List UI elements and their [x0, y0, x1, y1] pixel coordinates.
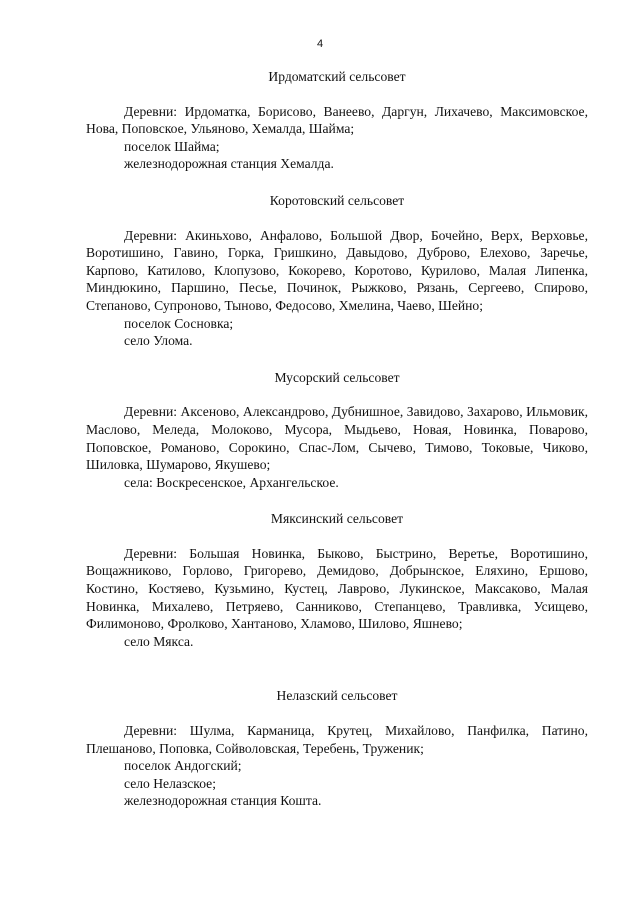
settlement-line: села: Воскресенское, Архангельское.	[124, 474, 339, 490]
section-title: Коротовский сельсовет	[269, 192, 405, 208]
document-body	[86, 68, 588, 829]
section-musorsky	[86, 369, 588, 492]
villages-list: Деревни: Аксеново, Александрово, Дубнишное, Завидово, Захарово, Ильмовик, Маслово, Меледа, Молоково, Мусора, Мыдьево, Новая, Новинка, Поварово, Поповское, Романово, Сорокино, Спас-Лом, Сычево, Тимово, Токовые, Чиково, Шиловка, Шумарово, Якушево;	[86, 404, 588, 473]
villages-list: Деревни: Акиньхово, Анфалово, Большой Двор, Бочейно, Верх, Верховье, Воротишино, Гавино, Горка, Гришкино, Давыдово, Дуброво, Елехово, Заречье, Карпово, Катилово, Клопузово, Кокорево, Коротово, Курилово, Малая Липенка, Миндюкино, Паршино, Песье, Починок, Рыжково, Рязань, Сергеево, Спирово, Степаново, Супроново, Тыново, Федосово, Хмелина, Чаево, Шейно;	[86, 227, 588, 313]
settlement-line: поселок Сосновка;	[124, 315, 234, 331]
section-korotovsky	[86, 192, 588, 350]
section-nelazsky	[86, 687, 588, 810]
villages-list: Деревни: Шулма, Карманица, Крутец, Михайлово, Панфилка, Патино, Плешаново, Поповка, Сойволовская, Теребень, Труженик;	[86, 723, 588, 756]
villages-list: Деревни: Ирдоматка, Борисово, Ванеево, Даргун, Лихачево, Максимовское, Нова, Поповское, Ульяново, Хемалда, Шайма;	[86, 103, 588, 137]
section-title: Нелазский сельсовет	[276, 688, 398, 704]
villages-list: Деревни: Большая Новинка, Быково, Быстрино, Веретье, Воротишино, Вощажниково, Горлово, Григорево, Демидово, Добрынское, Еляхино, Ершово, Костино, Костяево, Кузьмино, Кустец, Лаврово, Лукинское, Максаково, Малая Новинка, Михалево, Петряево, Санниково, Степанцево, Травливка, Усищево, Филимоново, Фролково, Хантаново, Хламово, Шилово, Яшнево;	[86, 545, 588, 632]
settlement-line: село Мякса.	[124, 633, 194, 649]
section-title: Ирдоматский сельсовет	[268, 69, 406, 84]
settlement-line: поселок Андогский;	[124, 758, 242, 774]
section-title: Мусорский сельсовет	[274, 369, 400, 385]
section-irdomatsky	[86, 68, 588, 173]
settlement-line: село Улома.	[124, 333, 193, 349]
settlement-line: железнодорожная станция Хемалда.	[124, 156, 334, 172]
section-title: Мяксинский сельсовет	[270, 511, 404, 527]
settlement-line: поселок Шайма;	[124, 138, 220, 154]
page-number: 4	[316, 38, 324, 50]
settlement-line: железнодорожная станция Кошта.	[124, 793, 322, 809]
section-myaksinsky	[86, 510, 588, 650]
settlement-line: село Нелазское;	[124, 775, 216, 791]
